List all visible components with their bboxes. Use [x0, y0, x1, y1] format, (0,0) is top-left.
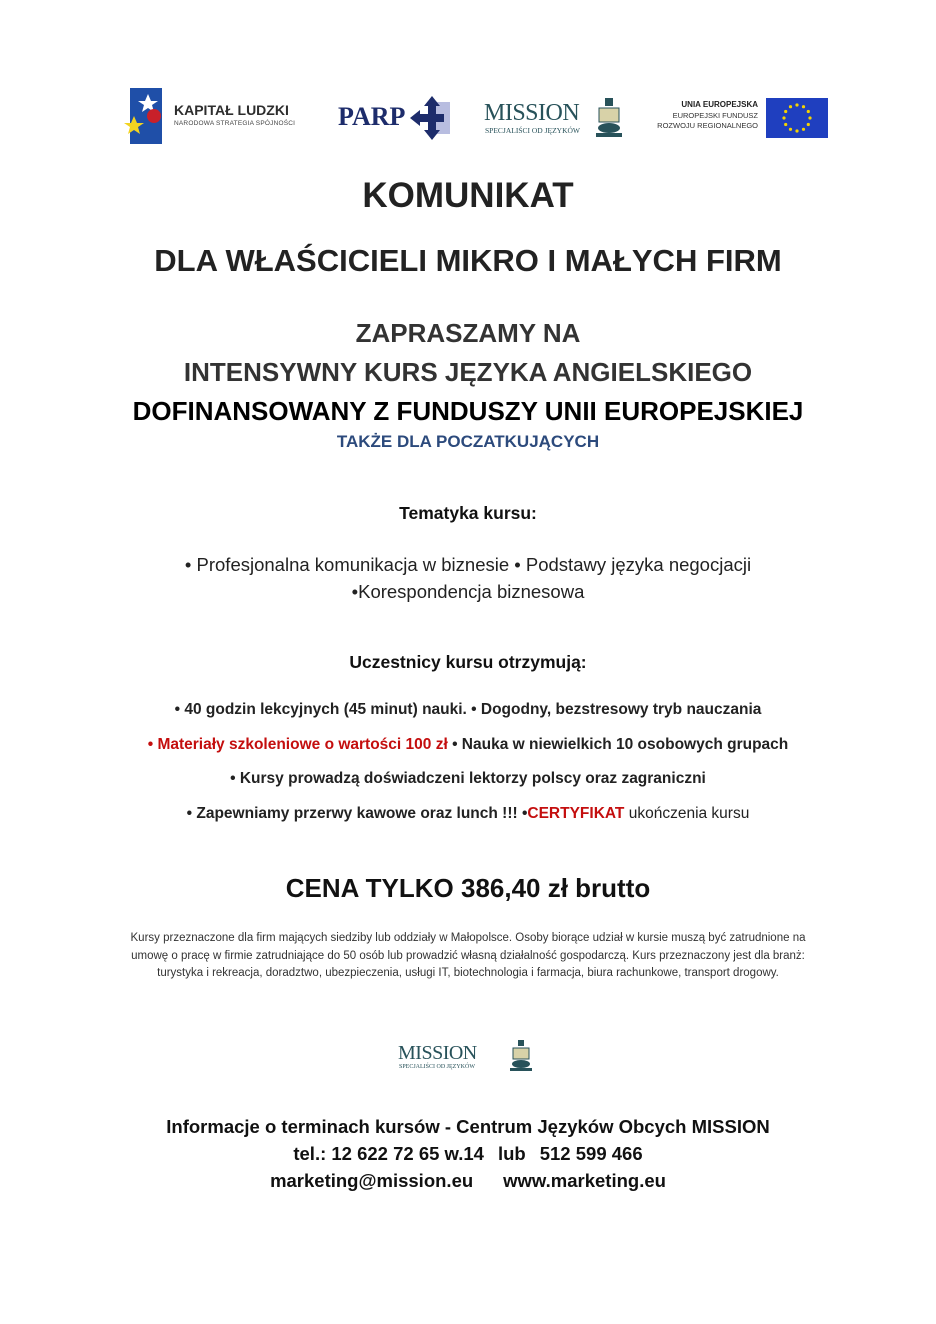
page-title: KOMUNIKAT — [362, 176, 574, 215]
topics-line1: • Profesjonalna komunikacja w biznesie • Podstawy języka negocjacji — [184, 554, 752, 575]
benefits-line4 — [0, 805, 936, 823]
page-subtitle: DLA WŁAŚCICIELI MIKRO I MAŁYCH FIRM — [154, 243, 782, 278]
benefits-line1: • 40 godzin lekcyjnych (45 minut) nauki. • Dogodny, bezstresowy tryb nauczania — [174, 701, 762, 718]
invite-line2: INTENSYWNY KURS JĘZYKA ANGIELSKIEGO — [183, 357, 753, 387]
benefits-completion: ukończenia kursu — [624, 805, 750, 822]
parp-title: PARP — [338, 102, 406, 131]
invite-line4: TAKŻE DLA POCZATKUJĄCYCH — [336, 432, 600, 451]
fine-print: Kursy przeznaczone dla firm mających siedziby lub oddziały w Małopolsce. Osoby biorące udział w kursie muszą być zatrudnione na umowę o pracę w firmie zatrudniające do 50 osób lub prowadzić własną działalność gospodarczą. Kurs przeznaczony jest dla branż: turystyka i rekreacja, doradztwo, ubezpieczenia, usługi IT, biotechnologia i farmacja, biura rachunkowe, transport drogowy. — [130, 932, 806, 979]
kapital-ludzki-emblem-icon — [124, 86, 168, 146]
kapital-ludzki-subtitle: NARODOWA STRATEGIA SPÓJNOŚCI — [174, 120, 296, 127]
invite-line3: DOFINANSOWANY Z FUNDUSZY UNII EUROPEJSKIEJ — [132, 396, 804, 426]
topics-title: Tematyka kursu: — [399, 503, 537, 523]
parp-logo — [336, 96, 456, 142]
mission-crest-icon — [510, 1040, 532, 1072]
email-link[interactable]: marketing@mission.eu — [270, 1170, 474, 1191]
website-link[interactable]: www.marketing.eu — [503, 1170, 666, 1191]
mission-bottom-subtitle: SPECJALIŚCI OD JĘZYKÓW — [399, 1064, 476, 1070]
eu-flag-icon — [766, 98, 828, 138]
eu-line1: UNIA EUROPEJSKA — [681, 100, 758, 109]
contact-info: Informacje o terminach kursów - Centrum Języków Obcych MISSION — [166, 1116, 770, 1137]
benefits-certificate: CERTYFIKAT — [527, 805, 625, 822]
price: CENA TYLKO 386,40 zł brutto — [285, 873, 651, 903]
mission-subtitle: SPECJALIŚCI OD JĘZYKÓW — [485, 126, 581, 135]
mission-logo — [484, 96, 630, 142]
kapital-ludzki-title: KAPITAŁ LUDZKI — [174, 102, 289, 118]
benefits-line3: • Kursy prowadzą doświadczeni lektorzy polscy oraz zagraniczni — [230, 770, 706, 787]
topics-line2: •Korespondencja biznesowa — [351, 581, 585, 602]
phone-primary: tel.: 12 622 72 65 w.14 — [293, 1143, 484, 1164]
mission-logo-bottom — [398, 1040, 538, 1076]
eu-line2: EUROPEJSKI FUNDUSZ — [672, 111, 758, 120]
benefits-materials: • Materiały szkoleniowe o wartości 100 zł — [147, 736, 448, 753]
mission-bottom-title: MISSION — [398, 1042, 477, 1064]
contact-phones — [0, 1143, 936, 1165]
kapital-ludzki-logo — [124, 86, 314, 146]
benefits-line2 — [0, 736, 936, 754]
contact-links — [0, 1170, 936, 1192]
phone-or: lub — [497, 1143, 526, 1164]
mission-crest-icon — [596, 98, 622, 138]
parp-arrows-icon — [410, 96, 454, 140]
mission-title: MISSION — [484, 100, 580, 126]
phone-secondary: 512 599 466 — [539, 1143, 643, 1164]
invite-line1: ZAPRASZAMY NA — [355, 318, 581, 348]
benefits-groups: • Nauka w niewielkich 10 osobowych grupach — [447, 736, 789, 753]
topics-list — [0, 551, 936, 605]
benefits-title: Uczestnicy kursu otrzymują: — [349, 652, 587, 672]
eu-logo — [652, 96, 828, 140]
benefits-lunch: • Zapewniamy przerwy kawowe oraz lunch !!! • — [186, 805, 528, 822]
eu-line3: ROZWOJU REGIONALNEGO — [657, 121, 758, 130]
